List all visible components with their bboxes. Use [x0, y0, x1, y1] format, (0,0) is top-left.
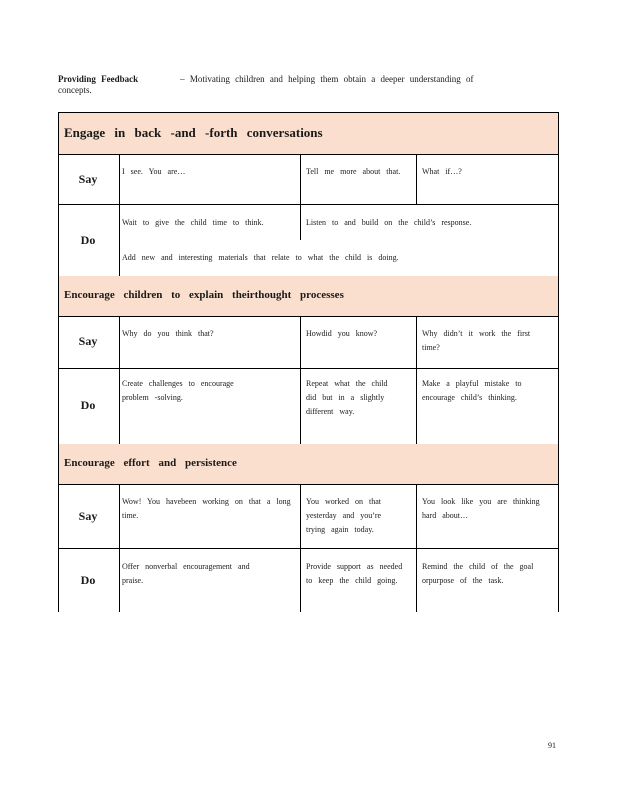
say-cell: You worked on that yesterday and you’re trying again today.	[306, 497, 382, 534]
section-header-2	[58, 276, 559, 316]
say-cell: I see. You are…	[122, 167, 186, 176]
say-cell: What if…?	[422, 167, 462, 176]
col-divider	[119, 154, 120, 276]
section-header-1	[58, 112, 559, 154]
say-cell: You look like you are thinking hard about…	[422, 497, 540, 520]
say-cell: Why do you think that?	[122, 329, 214, 338]
say-label: Say	[78, 334, 98, 348]
section-title: Engage in back -and -forth conversations	[64, 125, 323, 140]
table-border-right	[558, 112, 559, 612]
do-cell: Create challenges to encourage problem -solving.	[122, 379, 234, 402]
say-cell: Why didn’t it work the first time?	[422, 329, 531, 352]
do-label: Do	[80, 398, 96, 412]
row-divider	[58, 204, 559, 205]
row-divider	[58, 368, 559, 369]
do-cell: Provide support as needed to keep the child going.	[306, 562, 403, 585]
do-cell: Remind the child of the goal orpurpose of the task.	[422, 562, 534, 585]
say-label: Say	[78, 172, 98, 186]
say-cell: Howdid you know?	[306, 329, 378, 338]
intro-heading: Providing Feedback	[58, 74, 139, 84]
do-cell: Wait to give the child time to think.	[122, 218, 264, 227]
table-border-left	[58, 112, 59, 612]
row-divider	[58, 154, 559, 155]
page-number: 91	[548, 741, 556, 750]
do-label: Do	[80, 573, 96, 587]
intro-paragraph	[58, 74, 548, 96]
do-cell: Make a playful mistake to encourage child’s thinking.	[422, 379, 522, 402]
section-title: Encourage effort and persistence	[64, 457, 237, 469]
table-border-top	[58, 112, 559, 113]
section-header-3	[58, 444, 559, 484]
col-divider	[119, 316, 120, 444]
do-cell: Repeat what the child did but in a slightly different way.	[306, 379, 388, 416]
row-divider	[58, 316, 559, 317]
do-cell: Add new and interesting materials that relate to what the child is doing.	[122, 253, 399, 262]
say-cell: Tell me more about that.	[306, 167, 401, 176]
feedback-table	[58, 112, 559, 612]
do-label: Do	[80, 233, 96, 247]
col-divider	[300, 316, 301, 444]
row-divider	[58, 548, 559, 549]
col-divider	[300, 484, 301, 612]
col-divider	[416, 154, 417, 204]
col-divider	[300, 154, 301, 240]
intro-text-2: concepts.	[58, 85, 92, 95]
row-divider	[58, 484, 559, 485]
col-divider	[416, 316, 417, 444]
col-divider	[416, 484, 417, 612]
section-title: Encourage children to explain theirthought processes	[64, 289, 344, 301]
intro-text: – Motivating children and helping them obtain a deeper understanding of	[180, 74, 474, 84]
col-divider	[119, 484, 120, 612]
do-cell: Listen to and build on the child’s response.	[306, 218, 472, 227]
say-label: Say	[78, 509, 98, 523]
do-cell: Offer nonverbal encouragement and praise.	[122, 562, 250, 585]
say-cell: Wow! You havebeen working on that a long time.	[122, 497, 291, 520]
